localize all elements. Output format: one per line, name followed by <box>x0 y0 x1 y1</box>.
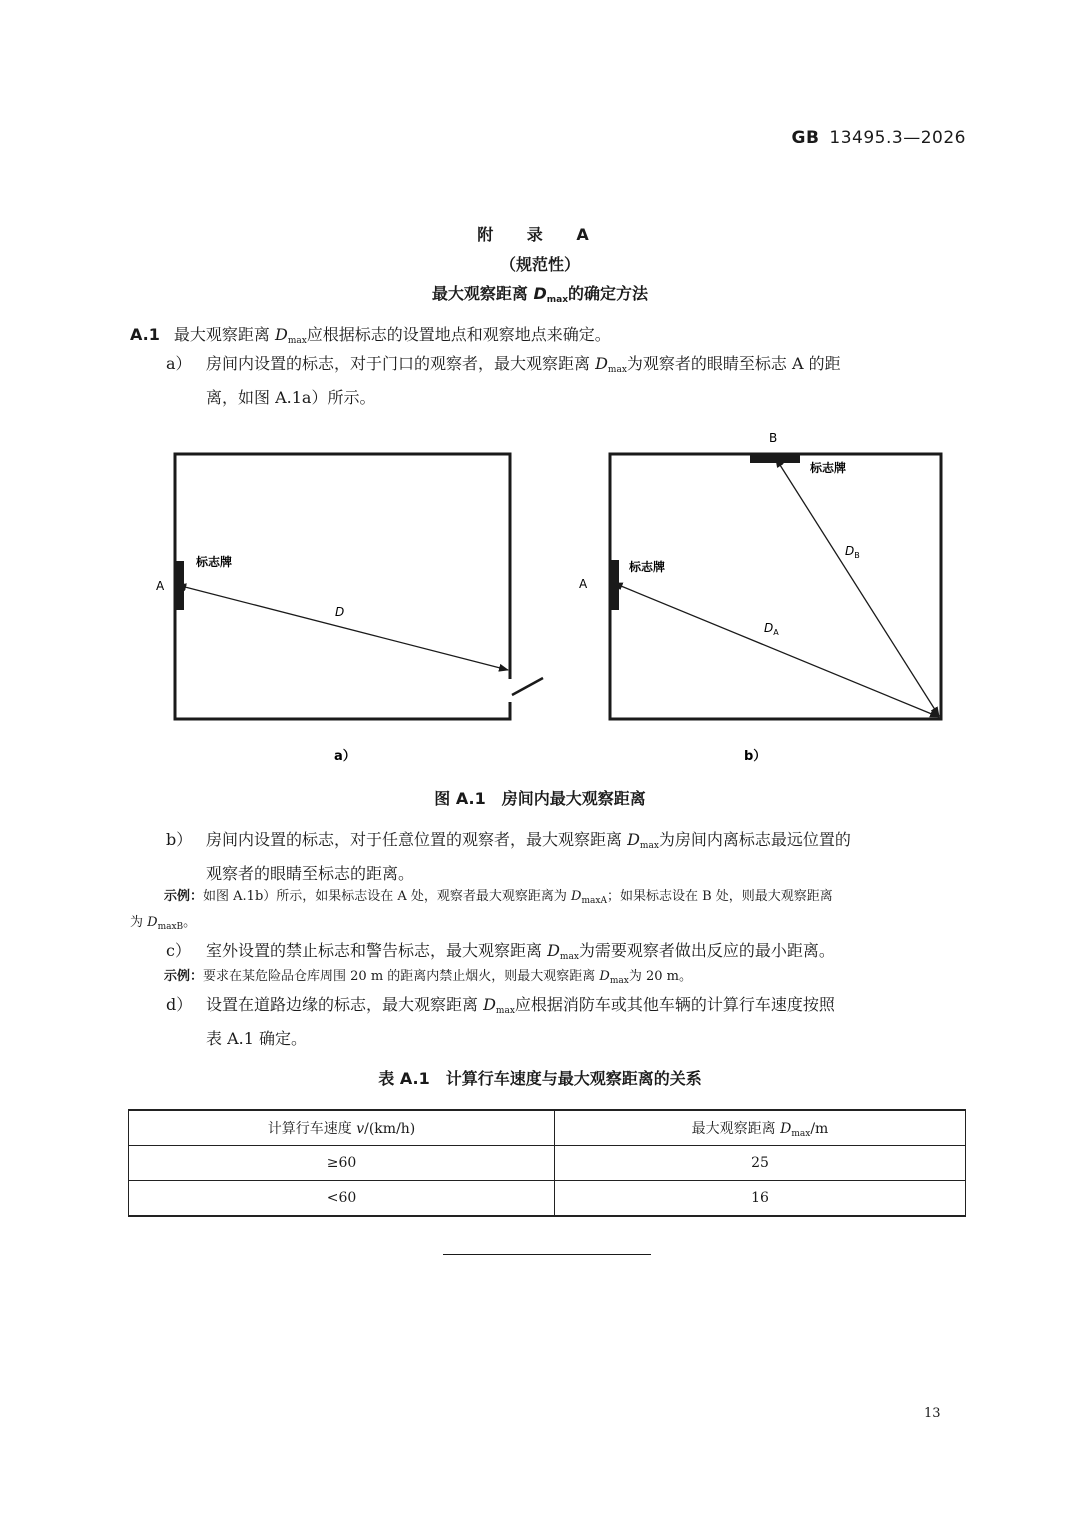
figure-b <box>579 431 941 764</box>
point-a-label-b: A <box>579 577 588 591</box>
table-header-row <box>129 1110 966 1146</box>
standard-prefix: GB <box>791 128 820 148</box>
sign-board-a <box>175 561 184 610</box>
speed-distance-table <box>128 1109 966 1217</box>
header-distance: 最大观察距离 $D_{max}/m$ <box>555 1110 966 1146</box>
example-2: 示例：要求在某危险品仓库周围 20 m 的距离内禁止烟火，则最大观察距离 $D_{max}$为 20 m。 <box>164 969 692 986</box>
figure-title: 图 A.1 房间内最大观察距离 <box>434 789 646 808</box>
item-b-label: b） <box>166 830 193 849</box>
sign-label-b-top: 标志牌 <box>810 461 847 475</box>
example-1-line2: 为 $D_{maxB}$。 <box>130 915 197 932</box>
table-title: 表 A.1 计算行车速度与最大观察距离的关系 <box>378 1069 702 1088</box>
end-rule <box>443 1254 651 1255</box>
appendix-name: 最大观察距离 $D_{max}$的确定方法 <box>431 284 649 305</box>
cell-speed: ≥60 <box>129 1146 555 1181</box>
sign-label-b-left: 标志牌 <box>629 560 666 574</box>
point-b-label: B <box>769 431 778 445</box>
page-number: 13 <box>924 1406 941 1421</box>
distance-arrow-d <box>185 587 508 670</box>
sign-board-b-top <box>750 454 800 463</box>
standard-code <box>792 128 967 148</box>
table-row <box>129 1181 966 1217</box>
figure-a <box>156 454 543 764</box>
figure-a1 <box>0 420 1080 815</box>
example-1-label: 示例： <box>164 889 204 904</box>
item-a-label: a） <box>166 354 192 373</box>
item-a-text: 房间内设置的标志，对于门口的观察者，最大观察距离 $D_{max}$为观察者的眼睛至标志 A 的距 离，如图 A.1a）所示。 <box>206 354 841 407</box>
room-walls-b <box>610 454 941 719</box>
distance-arrow-da <box>621 586 939 717</box>
cell-distance: 25 <box>555 1146 966 1181</box>
distance-d-label: D <box>335 605 345 619</box>
item-c-label: c） <box>166 941 191 960</box>
appendix-title: 附 录 A <box>477 225 603 244</box>
cell-distance: 16 <box>555 1181 966 1217</box>
item-d-label: d） <box>166 995 193 1014</box>
sign-label-a: 标志牌 <box>196 555 233 569</box>
example-1: 示例：如图 A.1b）所示，如果标志设在 A 处，观察者最大观察距离为 $D_{maxA}$；如果标志设在 B 处，则最大观察距离 <box>164 889 833 906</box>
item-b-text: 房间内设置的标志，对于任意位置的观察者，最大观察距离 $D_{max}$为房间内离标志最远位置的 观察者的眼睛至标志的距离。 <box>206 830 851 883</box>
room-walls-a <box>175 454 510 719</box>
distance-db-label: $D_B$ <box>845 544 860 560</box>
door-leaf <box>512 678 543 695</box>
table-row <box>129 1146 966 1181</box>
item-d-text: 设置在道路边缘的标志，最大观察距离 $D_{max}$应根据消防车或其他车辆的计算行车速度按照 表 A.1 确定。 <box>206 995 835 1048</box>
clause-a1-number: A.1 <box>130 325 160 344</box>
point-a-label: A <box>156 579 165 593</box>
cell-speed: <60 <box>129 1181 555 1217</box>
caption-a: a） <box>334 749 356 764</box>
item-c-text: 室外设置的禁止标志和警告标志，最大观察距离 $D_{max}$为需要观察者做出反应的最小距离。 <box>206 941 835 962</box>
caption-b: b） <box>744 749 767 764</box>
header-speed: 计算行车速度 v/(km/h) <box>129 1110 555 1146</box>
distance-arrow-db <box>780 465 939 716</box>
example-2-label: 示例： <box>164 969 204 984</box>
sign-board-b-left <box>610 560 619 610</box>
appendix-type: （规范性） <box>499 255 580 274</box>
standard-number: 13495.3—2026 <box>829 128 966 148</box>
distance-da-label: $D_A$ <box>764 621 779 637</box>
clause-a1: A.1 最大观察距离 $D_{max}$应根据标志的设置地点和观察地点来确定。 <box>130 325 611 346</box>
